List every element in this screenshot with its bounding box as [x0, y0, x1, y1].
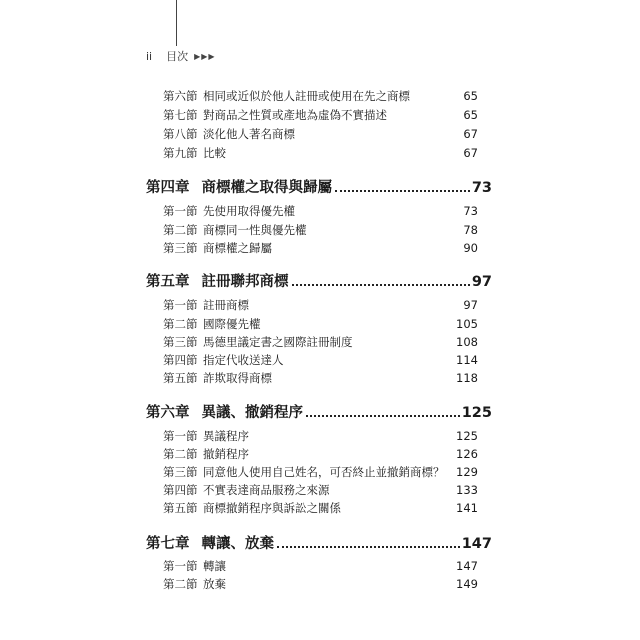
section-title: 商標撤銷程序與訴訟之關係 [203, 501, 341, 515]
section-title: 國際優先權 [203, 317, 261, 331]
section-title: 馬德里議定書之國際註冊制度 [203, 335, 353, 349]
section-number: 第四節 [163, 483, 198, 497]
chapter-page: 97 [471, 274, 492, 290]
section-number: 第一節 [163, 559, 198, 573]
section-page: 97 [463, 298, 478, 312]
section-number: 第三節 [163, 241, 198, 255]
section-page: 73 [463, 204, 478, 218]
section-title: 商標同一性與優先權 [203, 223, 307, 237]
section-title: 異議程序 [203, 429, 249, 443]
dot-leader [306, 415, 460, 417]
section-number: 第八節 [163, 127, 198, 141]
chapter-page: 147 [461, 536, 492, 552]
section-page: 129 [456, 465, 478, 479]
toc-section[interactable] [163, 558, 478, 574]
toc-section[interactable] [163, 370, 478, 386]
section-number: 第三節 [163, 335, 198, 349]
toc-section[interactable] [163, 500, 478, 516]
chapter-title: 轉讓、放棄 [201, 536, 274, 552]
section-title: 詐欺取得商標 [203, 371, 272, 385]
chapter-page: 73 [471, 180, 492, 196]
chapter-title: 異議、撤銷程序 [201, 405, 303, 421]
toc-chapter[interactable] [146, 532, 492, 553]
section-title: 對商品之性質或產地為虛偽不實描述 [203, 108, 387, 122]
section-page: 108 [456, 335, 478, 349]
toc-section[interactable] [163, 446, 478, 462]
margin-line [176, 0, 177, 46]
chapter-number: 第七章 [146, 536, 190, 552]
section-page: 67 [463, 127, 478, 141]
toc-section[interactable] [163, 576, 478, 592]
page-number: ii [146, 49, 153, 63]
toc-chapter[interactable] [146, 270, 492, 291]
toc-section[interactable] [163, 464, 478, 480]
section-number: 第三節 [163, 465, 198, 479]
chapter-number: 第六章 [146, 405, 190, 421]
header-title: 目次 [166, 50, 189, 63]
section-title: 比較 [203, 146, 226, 160]
section-number: 第一節 [163, 204, 198, 218]
toc-section[interactable] [163, 297, 478, 313]
section-title: 指定代收送達人 [203, 353, 284, 367]
section-title: 商標權之歸屬 [203, 241, 272, 255]
section-page: 133 [456, 483, 478, 497]
toc-section[interactable] [163, 107, 478, 123]
section-page: 78 [463, 223, 478, 237]
section-number: 第九節 [163, 146, 198, 160]
section-title: 淡化他人著名商標 [203, 127, 295, 141]
section-title: 註冊商標 [203, 298, 249, 312]
header-arrows: ▶▶▶ [194, 51, 216, 61]
running-header [146, 48, 216, 64]
section-page: 147 [456, 559, 478, 573]
dot-leader [277, 546, 460, 548]
section-number: 第二節 [163, 223, 198, 237]
section-number: 第二節 [163, 317, 198, 331]
chapter-page: 125 [461, 405, 492, 421]
section-page: 141 [456, 501, 478, 515]
section-page: 126 [456, 447, 478, 461]
section-page: 118 [456, 371, 478, 385]
section-number: 第二節 [163, 447, 198, 461]
dot-leader [335, 190, 470, 192]
section-title: 轉讓 [203, 559, 226, 573]
section-page: 149 [456, 577, 478, 591]
section-title: 相同或近似於他人註冊或使用在先之商標 [203, 89, 410, 103]
toc-section[interactable] [163, 145, 478, 161]
dot-leader [292, 284, 470, 286]
chapter-title: 商標權之取得與歸屬 [201, 180, 332, 196]
toc-section[interactable] [163, 203, 478, 219]
toc-section[interactable] [163, 352, 478, 368]
toc-chapter[interactable] [146, 176, 492, 197]
toc-section[interactable] [163, 482, 478, 498]
toc-section[interactable] [163, 316, 478, 332]
section-number: 第六節 [163, 89, 198, 103]
toc-section[interactable] [163, 334, 478, 350]
toc-section[interactable] [163, 428, 478, 444]
section-number: 第五節 [163, 501, 198, 515]
section-title: 不實表達商品服務之來源 [203, 483, 330, 497]
section-page: 114 [456, 353, 478, 367]
section-title: 先使用取得優先權 [203, 204, 295, 218]
section-number: 第一節 [163, 429, 198, 443]
section-title: 同意他人使用自己姓名，可否終止並撤銷商標？ [203, 465, 445, 479]
chapter-title: 註冊聯邦商標 [201, 274, 289, 290]
section-number: 第五節 [163, 371, 198, 385]
chapter-number: 第四章 [146, 180, 190, 196]
toc-chapter[interactable] [146, 401, 492, 422]
section-title: 放棄 [203, 577, 226, 591]
section-page: 125 [456, 429, 478, 443]
section-page: 67 [463, 146, 478, 160]
toc-section[interactable] [163, 240, 478, 256]
section-number: 第一節 [163, 298, 198, 312]
section-page: 65 [463, 89, 478, 103]
section-number: 第二節 [163, 577, 198, 591]
section-title: 撤銷程序 [203, 447, 249, 461]
toc-section[interactable] [163, 88, 478, 104]
section-page: 65 [463, 108, 478, 122]
section-number: 第七節 [163, 108, 198, 122]
section-page: 105 [456, 317, 478, 331]
toc-section[interactable] [163, 222, 478, 238]
toc-section[interactable] [163, 126, 478, 142]
section-number: 第四節 [163, 353, 198, 367]
section-page: 90 [463, 241, 478, 255]
chapter-number: 第五章 [146, 274, 190, 290]
